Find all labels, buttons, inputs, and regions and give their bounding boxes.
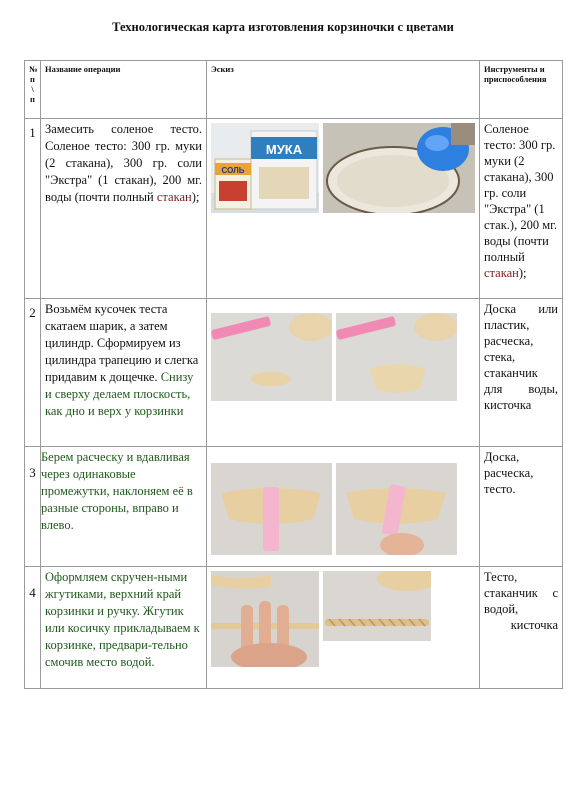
tools-text-highlight: стакан	[484, 266, 519, 280]
operation-text-highlight: стакан	[156, 190, 192, 204]
flour-package-label: МУКА	[265, 142, 303, 157]
table-header-row	[25, 61, 563, 119]
photo-flour-salt-packages	[211, 123, 319, 213]
photo-dough-trapezoid	[336, 313, 457, 401]
tools-cell: Доска, расческа, тесто.	[480, 447, 563, 567]
tools-cell: Тесто, стаканчик с водой, кисточка	[480, 567, 563, 689]
row-number: 2	[25, 299, 41, 447]
header-sketch: Эскиз	[207, 61, 480, 119]
operation-text-highlight: Снизу и сверху делаем плоскость, как дно и верх у корзинки	[45, 370, 194, 418]
operation-text: Возьмём кусочек теста скатаем шарик, а затем цилиндр. Сформируем из цилиндра трапецию и слегка придавим к дощечке.	[45, 302, 199, 384]
table-row	[25, 119, 563, 299]
photo-mixing-dough	[323, 123, 475, 213]
table-row	[25, 567, 563, 689]
header-num: № п \ п	[25, 61, 41, 119]
operation-text: Замесить соленое тесто. Соленое тесто: 300 гр. муки (2 стакана), 300 гр. соли "Экстра" (1 стакан), 200 мг. воды (почти полный	[45, 122, 202, 204]
tech-card-table	[24, 60, 563, 689]
photo-twisted-rope	[323, 571, 431, 641]
table-row	[25, 447, 563, 567]
page-title: Технологическая карта изготовления корзиночки с цветами	[112, 20, 454, 34]
header-tools: Инструменты и приспособления	[480, 61, 563, 119]
photo-rolling-rope	[211, 571, 319, 667]
salt-package-label: СОЛЬ	[221, 166, 245, 175]
photo-comb-pressing	[211, 463, 332, 555]
tools-cell	[480, 119, 563, 299]
operation-cell: Оформляем скручен-ными жгутиками, верхний край корзинки и ручку. Жгутик или косичку прикладываем к корзинке, предвари-тельно смочив место водой.	[41, 567, 207, 689]
tools-text-end: );	[518, 266, 527, 280]
row-number: 3	[25, 447, 41, 567]
operation-cell	[41, 119, 207, 299]
row-number: 4	[25, 567, 41, 689]
photo-comb-tilting	[336, 463, 457, 555]
tools-cell: Доска или пластик, расческа, стека, стаканчик для воды, кисточка	[480, 299, 563, 447]
header-operation: Название операции	[41, 61, 207, 119]
sketch-cell	[207, 299, 480, 447]
row-number: 1	[25, 119, 41, 299]
sketch-cell	[207, 567, 480, 689]
tools-text: Соленое тесто: 300 гр. муки (2 стакана), 300 гр. соли "Экстра" (1 стак.), 200 мг. воды (почти полный	[484, 122, 557, 264]
operation-cell	[41, 299, 207, 447]
photo-dough-cylinder	[211, 313, 332, 401]
sketch-cell	[207, 447, 480, 567]
operation-cell: Берем расческу и вдавливая через одинаковые промежутки, наклоняем её в разные стороны, вправо и влево.	[41, 447, 207, 567]
table-row	[25, 299, 563, 447]
sketch-cell	[207, 119, 480, 299]
operation-text-end: );	[191, 190, 200, 204]
